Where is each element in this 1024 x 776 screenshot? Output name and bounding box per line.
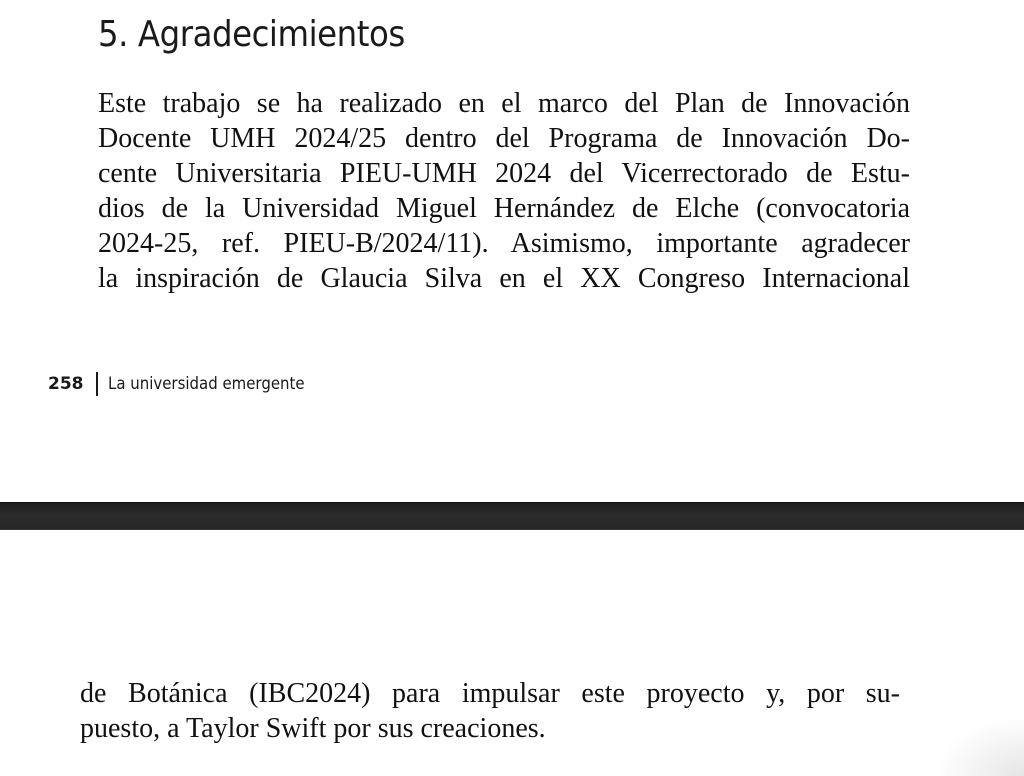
footer-divider (96, 372, 98, 396)
paragraph-line: Docente UMH 2024/25 dentro del Programa de Innovación Do- (98, 123, 910, 154)
page-footer (48, 372, 331, 396)
paragraph-line: de Botánica (IBC2024) para impulsar este proyecto y, por su- (80, 678, 900, 709)
acknowledgements-paragraph (98, 86, 910, 296)
page-curl-shadow (934, 716, 1024, 776)
paragraph-line: puesto, a Taylor Swift por sus creaciones. (80, 713, 546, 744)
page-number: 258 (48, 374, 84, 394)
section-heading: 5. Agradecimientos (98, 14, 405, 55)
paragraph-line: la inspiración de Glaucia Silva en el XX Congreso Internacional (98, 263, 910, 294)
paragraph-line: cente Universitaria PIEU-UMH 2024 del Vicerrectorado de Estu- (98, 158, 910, 189)
running-title: La universidad emergente (107, 374, 305, 394)
paragraph-line: 2024-25, ref. PIEU-B/2024/11). Asimismo, importante agradecer (98, 228, 910, 259)
paragraph-line: dios de la Universidad Miguel Hernández de Elche (convocatoria (98, 193, 910, 224)
page-259 (0, 530, 1024, 776)
page-separator (0, 502, 1024, 530)
acknowledgements-continuation (80, 676, 900, 746)
paragraph-line: Este trabajo se ha realizado en el marco del Plan de Innovación (98, 88, 910, 119)
